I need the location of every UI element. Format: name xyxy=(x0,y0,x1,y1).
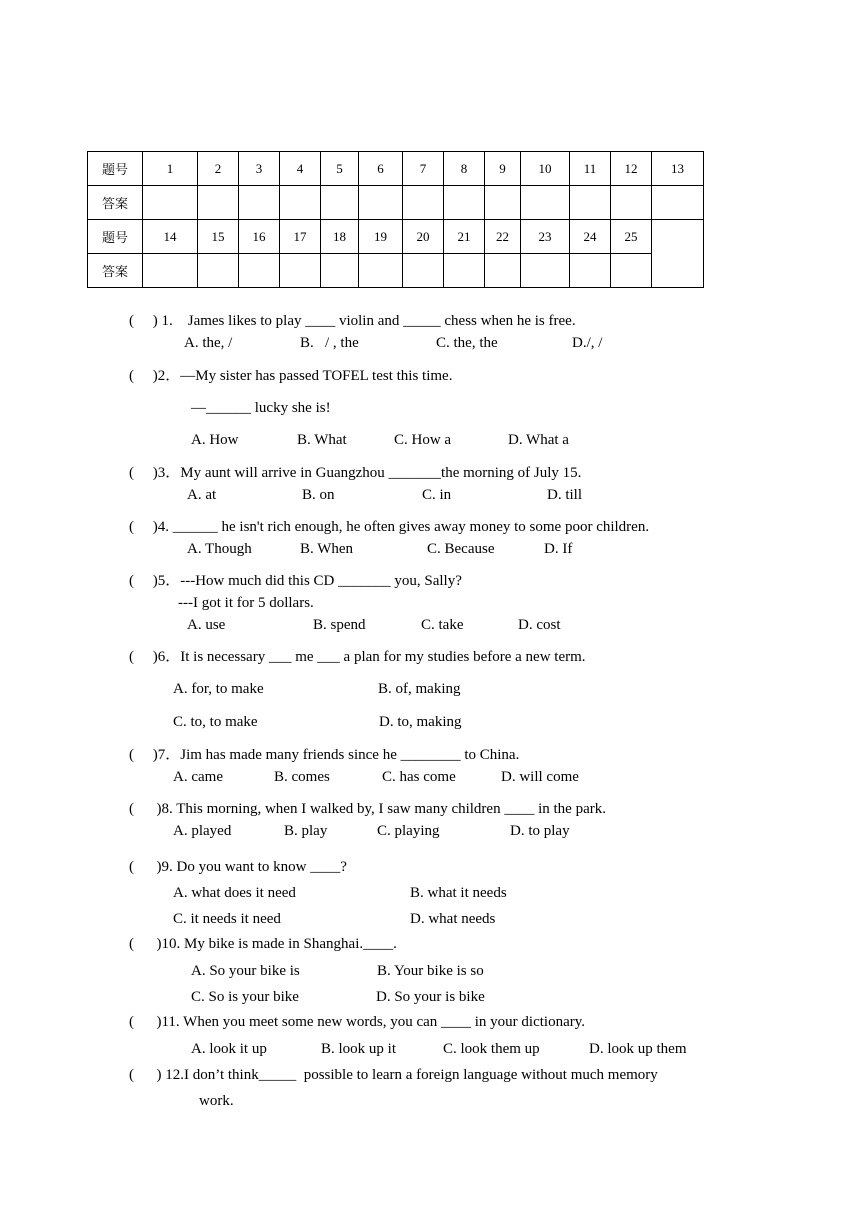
answer-cell[interactable] xyxy=(198,186,239,220)
number-cell: 19 xyxy=(359,220,403,254)
question-11-option-b: B. look up it xyxy=(321,1041,397,1057)
question-10-option-d: D. So your is bike xyxy=(376,989,485,1005)
header-label-cell: 题号 xyxy=(88,220,143,254)
question-7-option-d: D. will come xyxy=(501,769,579,785)
number-cell: 7 xyxy=(403,152,444,186)
answer-cell[interactable] xyxy=(570,254,611,288)
empty-merged-cell xyxy=(652,220,704,288)
answer-table xyxy=(87,151,704,288)
question-2-option-b: B. What xyxy=(297,432,347,448)
answer-cell[interactable] xyxy=(239,254,280,288)
question-9-option-b: B. what it needs xyxy=(410,885,507,901)
answer-cell[interactable] xyxy=(280,254,321,288)
answer-cell[interactable] xyxy=(652,186,704,220)
question-10-stem: ( )10. My bike is made in Shanghai.____. xyxy=(129,936,397,952)
question-5-option-a: A. use xyxy=(187,617,226,633)
question-4-stem: ( )4. ______ he isn't rich enough, he often gives away money to some poor children. xyxy=(129,519,650,535)
question-3-option-a: A. at xyxy=(187,487,217,503)
number-cell: 16 xyxy=(239,220,280,254)
answer-cell[interactable] xyxy=(359,186,403,220)
number-cell: 17 xyxy=(280,220,321,254)
answer-cell[interactable] xyxy=(521,186,570,220)
number-cell: 25 xyxy=(611,220,652,254)
question-5-option-d: D. cost xyxy=(518,617,561,633)
question-11-option-d: D. look up them xyxy=(589,1041,687,1057)
number-cell: 11 xyxy=(570,152,611,186)
question-3-stem: ( )3．My aunt will arrive in Guangzhou _______the morning of July 15. xyxy=(129,465,582,481)
number-cell: 18 xyxy=(321,220,359,254)
question-2-option-d: D. What a xyxy=(508,432,569,448)
table-row xyxy=(88,254,704,288)
number-cell: 24 xyxy=(570,220,611,254)
answer-cell[interactable] xyxy=(143,254,198,288)
answer-cell[interactable] xyxy=(570,186,611,220)
question-6-option-c: C. to, to make xyxy=(173,714,258,730)
question-9-option-a: A. what does it need xyxy=(173,885,296,901)
table-row xyxy=(88,186,704,220)
question-7-option-a: A. came xyxy=(173,769,223,785)
question-10-option-b: B. Your bike is so xyxy=(377,963,484,979)
number-cell: 3 xyxy=(239,152,280,186)
question-2-reply: —______ lucky she is! xyxy=(191,400,331,416)
answer-cell[interactable] xyxy=(359,254,403,288)
question-8-option-d: D. to play xyxy=(510,823,570,839)
question-2-option-c: C. How a xyxy=(394,432,452,448)
number-cell: 23 xyxy=(521,220,570,254)
number-cell: 4 xyxy=(280,152,321,186)
answer-cell[interactable] xyxy=(611,186,652,220)
answer-cell[interactable] xyxy=(280,186,321,220)
answer-cell[interactable] xyxy=(444,254,485,288)
question-8-option-b: B. play xyxy=(284,823,328,839)
answer-cell[interactable] xyxy=(611,254,652,288)
question-9-stem: ( )9. Do you want to know ____? xyxy=(129,859,347,875)
table-row xyxy=(88,152,704,186)
question-4-option-b: B. When xyxy=(300,541,354,557)
question-5-stem: ( )5．---How much did this CD _______ you, Sally? xyxy=(129,573,462,589)
question-2-stem: ( )2．—My sister has passed TOFEL test this time. xyxy=(129,368,453,384)
number-cell: 5 xyxy=(321,152,359,186)
number-cell: 15 xyxy=(198,220,239,254)
question-10-option-a: A. So your bike is xyxy=(191,963,300,979)
question-11-option-a: A. look it up xyxy=(191,1041,267,1057)
number-cell: 13 xyxy=(652,152,704,186)
question-6-option-a: A. for, to make xyxy=(173,681,264,697)
answer-cell[interactable] xyxy=(403,186,444,220)
question-5-option-c: C. take xyxy=(421,617,464,633)
number-cell: 14 xyxy=(143,220,198,254)
answer-cell[interactable] xyxy=(198,254,239,288)
answer-label-cell: 答案 xyxy=(88,186,143,220)
question-11-option-c: C. look them up xyxy=(443,1041,540,1057)
question-3-option-c: C. in xyxy=(422,487,452,503)
number-cell: 21 xyxy=(444,220,485,254)
question-6-option-d: D. to, making xyxy=(379,714,462,730)
question-1-option-a: A. the, / xyxy=(184,335,233,351)
answer-cell[interactable] xyxy=(143,186,198,220)
question-7-option-b: B. comes xyxy=(274,769,330,785)
question-1-option-d: D./, / xyxy=(572,335,603,351)
number-cell: 12 xyxy=(611,152,652,186)
question-3-option-d: D. till xyxy=(547,487,583,503)
answer-cell[interactable] xyxy=(321,254,359,288)
question-12-stem-continued: work. xyxy=(199,1093,234,1109)
question-4-option-c: C. Because xyxy=(427,541,495,557)
question-8-option-c: C. playing xyxy=(377,823,440,839)
number-cell: 2 xyxy=(198,152,239,186)
question-9-option-c: C. it needs it need xyxy=(173,911,281,927)
answer-cell[interactable] xyxy=(239,186,280,220)
question-4-option-a: A. Though xyxy=(187,541,252,557)
number-cell: 10 xyxy=(521,152,570,186)
question-7-option-c: C. has come xyxy=(382,769,456,785)
answer-cell[interactable] xyxy=(485,254,521,288)
question-4-option-d: D. If xyxy=(544,541,573,557)
question-1-stem: ( ) 1. James likes to play ____ violin and _____ chess when he is free. xyxy=(129,313,576,329)
answer-label-cell: 答案 xyxy=(88,254,143,288)
answer-cell[interactable] xyxy=(485,186,521,220)
question-12-stem: ( ) 12.I don’t think_____ possible to learn a foreign language without much memory xyxy=(129,1067,658,1083)
question-6-option-b: B. of, making xyxy=(378,681,461,697)
number-cell: 20 xyxy=(403,220,444,254)
number-cell: 1 xyxy=(143,152,198,186)
number-cell: 9 xyxy=(485,152,521,186)
table-row xyxy=(88,220,704,254)
question-1-option-c: C. the, the xyxy=(436,335,498,351)
question-11-stem: ( )11. When you meet some new words, you can ____ in your dictionary. xyxy=(129,1014,586,1030)
question-8-stem: ( )8. This morning, when I walked by, I saw many children ____ in the park. xyxy=(129,801,606,817)
question-2-option-a: A. How xyxy=(191,432,239,448)
question-9-option-d: D. what needs xyxy=(410,911,496,927)
question-8-option-a: A. played xyxy=(173,823,232,839)
answer-cell[interactable] xyxy=(403,254,444,288)
number-cell: 22 xyxy=(485,220,521,254)
answer-cell[interactable] xyxy=(321,186,359,220)
answer-cell[interactable] xyxy=(444,186,485,220)
question-5-option-b: B. spend xyxy=(313,617,366,633)
number-cell: 6 xyxy=(359,152,403,186)
question-6-stem: ( )6．It is necessary ___ me ___ a plan for my studies before a new term. xyxy=(129,649,586,665)
answer-cell[interactable] xyxy=(521,254,570,288)
question-7-stem: ( )7．Jim has made many friends since he ________ to China. xyxy=(129,747,520,763)
header-label-cell: 题号 xyxy=(88,152,143,186)
question-3-option-b: B. on xyxy=(302,487,335,503)
question-5-reply: ---I got it for 5 dollars. xyxy=(178,595,314,611)
number-cell: 8 xyxy=(444,152,485,186)
question-10-option-c: C. So is your bike xyxy=(191,989,299,1005)
question-1-option-b: B. / , the xyxy=(300,335,359,351)
